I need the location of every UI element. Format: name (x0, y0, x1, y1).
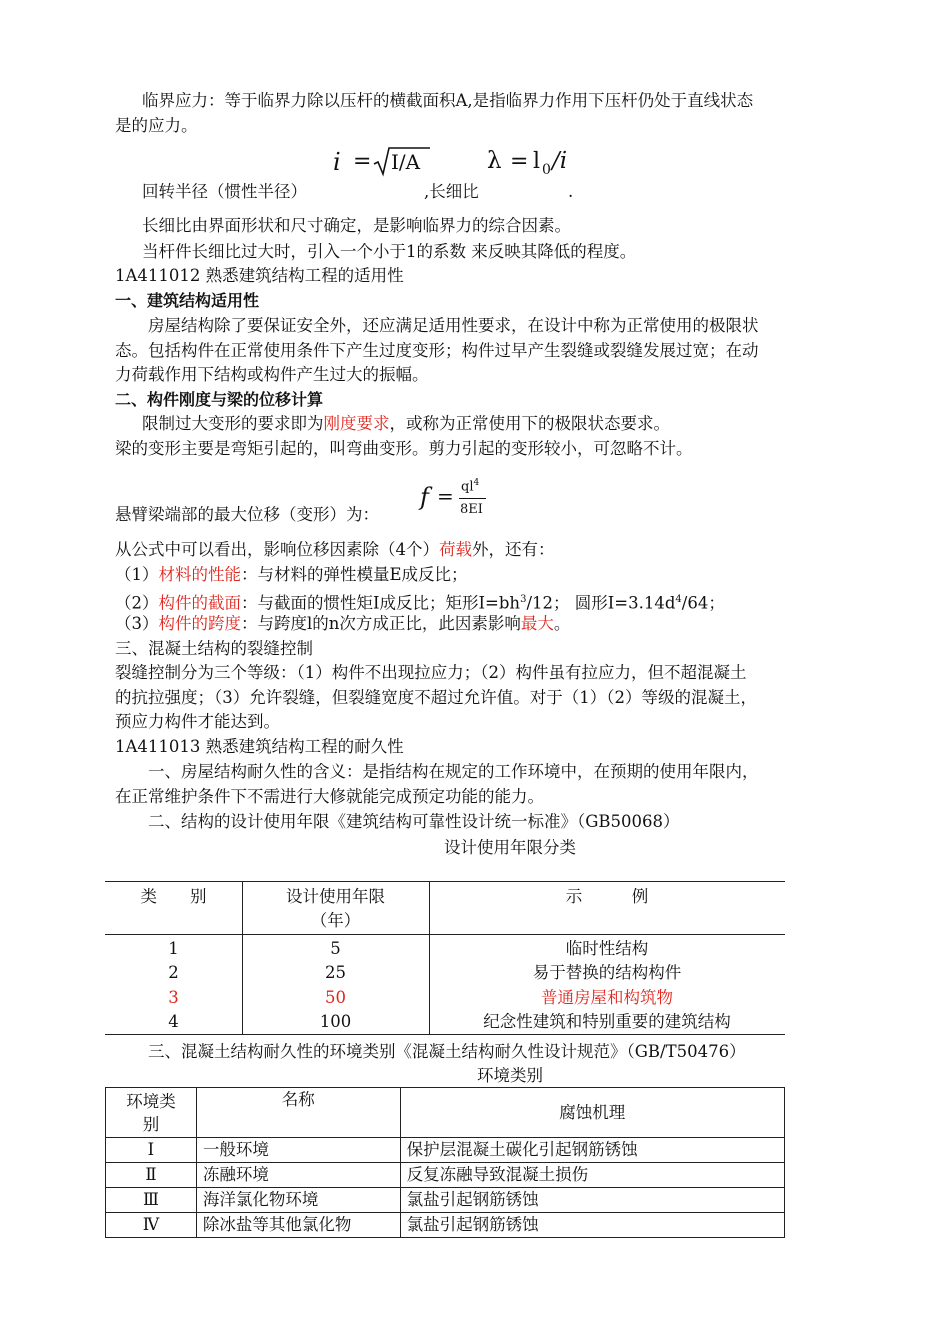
text: 别 (142, 1114, 160, 1134)
table-cell: 2 (168, 963, 179, 982)
text: 最大 (520, 614, 554, 633)
list-item-span (115, 612, 570, 636)
text: ：与跨度l的n次方成正比，此因素影响 (241, 614, 521, 633)
paragraph-crack-1: 裂缝控制分为三个等级：（1）构件不出现拉应力；（2）构件虽有拉应力，但不超混凝土 (115, 663, 747, 682)
table1-bottom-rule (105, 1034, 785, 1035)
highlight-load: 荷载 (439, 540, 472, 559)
table1-header-rule (105, 934, 785, 935)
paragraph-crack-3: 预应力构件才能达到。 (115, 712, 280, 731)
formula-deflection-num (461, 478, 479, 494)
text: 限制过大变形的要求即为 (142, 414, 324, 433)
formula-slenderness-rhs: /i (552, 148, 568, 174)
text: 环境类 (126, 1091, 176, 1111)
table-cell: 冻融环境 (196, 1163, 400, 1188)
table-cell: Ⅱ (106, 1163, 197, 1188)
formula-radius-lhs: i (333, 148, 341, 176)
table-cell: 一般环境 (196, 1138, 400, 1163)
table-cell: 海洋氯化物环境 (196, 1188, 400, 1213)
text: ：与截面的惯性矩I成反比；矩形I=bh (241, 593, 521, 613)
table2-header-class (106, 1088, 197, 1138)
paragraph-service-life: 二、结构的设计使用年限《建筑结构可靠性设计统一标准》（GB50068） (148, 812, 680, 831)
table-cell: 除冰盐等其他氯化物 (196, 1213, 400, 1238)
section-title-1a411012: 1A411012 熟悉建筑结构工程的适用性 (115, 266, 404, 285)
table2-header-mechanism: 腐蚀机理 (400, 1088, 784, 1138)
label-cantilever-deflection: 悬臂梁端部的最大位移（变形）为： (115, 505, 379, 524)
paragraph-slenderness: 长细比由界面形状和尺寸确定，是影响临界力的综合因素。 (142, 216, 571, 235)
formula-slenderness-sub: 0 (542, 162, 551, 178)
table2-header-name: 名称 (196, 1088, 400, 1138)
highlight-stiffness: 刚度要求 (323, 414, 390, 433)
paragraph-slenderness-coef: 当杆件长细比过大时，引入一个小于1的系数 来反映其降低的程度。 (142, 242, 637, 261)
paragraph-crack-2: 的抗拉强度；（3）允许裂缝，但裂缝宽度不超过允许值。对于（1）（2）等级的混凝土， (115, 688, 757, 707)
table-cell: 4 (168, 1012, 179, 1031)
table-row (106, 1213, 785, 1238)
heading-applicability: 一、建筑结构适用性 (115, 291, 260, 310)
text: ，或称为正常使用下的极限状态要求。 (389, 414, 670, 433)
formula-deflection-eq: = (437, 484, 454, 508)
heading-stiffness: 二、构件刚度与梁的位移计算 (115, 390, 324, 409)
text: （2） (115, 593, 159, 613)
table-header-row (106, 1088, 785, 1138)
paragraph-factors (115, 538, 555, 562)
label-period: . (568, 182, 574, 201)
text: 外，还有： (472, 540, 555, 559)
text: /12； 圆形I=3.14d (526, 593, 676, 613)
paragraph-environment-class: 三、混凝土结构耐久性的环境类别《混凝土结构耐久性设计规范》（GB/T50476） (148, 1042, 746, 1061)
table-cell: Ⅰ (106, 1138, 197, 1163)
paragraph-applicability-3: 力荷载作用下结构或构件产生过大的振幅。 (115, 365, 429, 384)
environment-class-table (105, 1087, 785, 1238)
table-cell: Ⅳ (106, 1213, 197, 1238)
table2-title: 环境类别 (477, 1066, 543, 1085)
text: 4 (675, 594, 682, 605)
formula-radius-eq: = (353, 149, 372, 174)
paragraph-durability-2: 在正常维护条件下不需进行大修就能完成预定功能的能力。 (115, 787, 544, 806)
paragraph-durability-1: 一、房屋结构耐久性的含义：是指结构在规定的工作环境中，在预期的使用年限内， (148, 762, 759, 781)
table1-header-years: 设计使用年限 (286, 887, 385, 906)
table-cell-highlight: 3 (168, 988, 179, 1007)
heading-crack-control: 三、混凝土结构的裂缝控制 (115, 639, 313, 658)
table-row (106, 1138, 785, 1163)
label-radius-of-gyration: 回转半径（惯性半径） (142, 182, 307, 201)
text: ：与材料的弹性模量E成反比； (241, 565, 468, 584)
paragraph-critical-stress-cont: 是的应力。 (115, 116, 198, 135)
table-cell: Ⅲ (106, 1188, 197, 1213)
table1-title: 设计使用年限分类 (444, 838, 576, 857)
fraction-bar (459, 498, 486, 499)
table-cell: 5 (330, 939, 341, 958)
formula-slenderness-l: l (533, 149, 541, 174)
table-row (106, 1188, 785, 1213)
text: 构件的截面 (158, 593, 241, 613)
text: 构件的跨度 (158, 614, 241, 633)
table-cell: 25 (325, 963, 346, 982)
formula-radius-rhs: I/A (391, 150, 421, 174)
table-cell: 1 (168, 939, 179, 958)
paragraph-applicability-2: 态。包括构件在正常使用条件下产生过度变形；构件过早产生裂缝或裂缝发展过宽；在动 (115, 341, 759, 360)
text: （3） (115, 614, 159, 633)
text: （1） (115, 565, 159, 584)
table-cell: 易于替换的结构构件 (532, 963, 682, 982)
text: 材料的性能 (158, 565, 241, 584)
table1-header-example: 示 例 (565, 887, 649, 906)
formula-slenderness-eq: = (510, 149, 529, 174)
paragraph-stiffness-2: 梁的变形主要是弯矩引起的，叫弯曲变形。剪力引起的变形较小，可忽略不计。 (115, 439, 693, 458)
table-cell-highlight: 50 (325, 988, 346, 1007)
table-cell: 反复冻融导致混凝土损伤 (400, 1163, 784, 1188)
text: 3 (520, 594, 527, 605)
formula-deflection-den: 8EI (460, 502, 483, 517)
table-cell: 氯盐引起钢筋锈蚀 (400, 1213, 784, 1238)
table1-header-category: 类 别 (140, 887, 207, 906)
paragraph-applicability-1: 房屋结构除了要保证安全外，还应满足适用性要求，在设计中称为正常使用的极限状 (148, 316, 759, 335)
label-slenderness: ,长细比 (424, 182, 479, 201)
table-cell: 氯盐引起钢筋锈蚀 (400, 1188, 784, 1213)
table-row (106, 1163, 785, 1188)
paragraph-critical-stress: 临界应力：等于临界力除以压杆的横截面积A,是指临界力作用下压杆仍处于直线状态 (142, 91, 754, 110)
text: 。 (553, 614, 571, 633)
table1-header-years-unit: （年） (310, 911, 361, 930)
text: ql (461, 479, 474, 495)
table1-top-rule (105, 881, 785, 882)
table-cell: 100 (319, 1012, 352, 1031)
formula-deflection-lhs: f (420, 483, 429, 511)
list-item-material (115, 563, 468, 587)
text: 4 (473, 478, 480, 488)
formula-slenderness-lhs: λ (487, 148, 502, 174)
table-cell: 保护层混凝土碳化引起钢筋锈蚀 (400, 1138, 784, 1163)
table-cell-highlight: 普通房屋和构筑物 (541, 988, 673, 1007)
text: /64； (681, 593, 725, 613)
text: 从公式中可以看出，影响位移因素除（4个） (115, 540, 439, 559)
paragraph-stiffness-1 (142, 412, 670, 436)
table-cell: 纪念性建筑和特别重要的建筑结构 (483, 1012, 731, 1031)
table-cell: 临时性结构 (565, 939, 649, 958)
section-title-1a411013: 1A411013 熟悉建筑结构工程的耐久性 (115, 737, 404, 756)
